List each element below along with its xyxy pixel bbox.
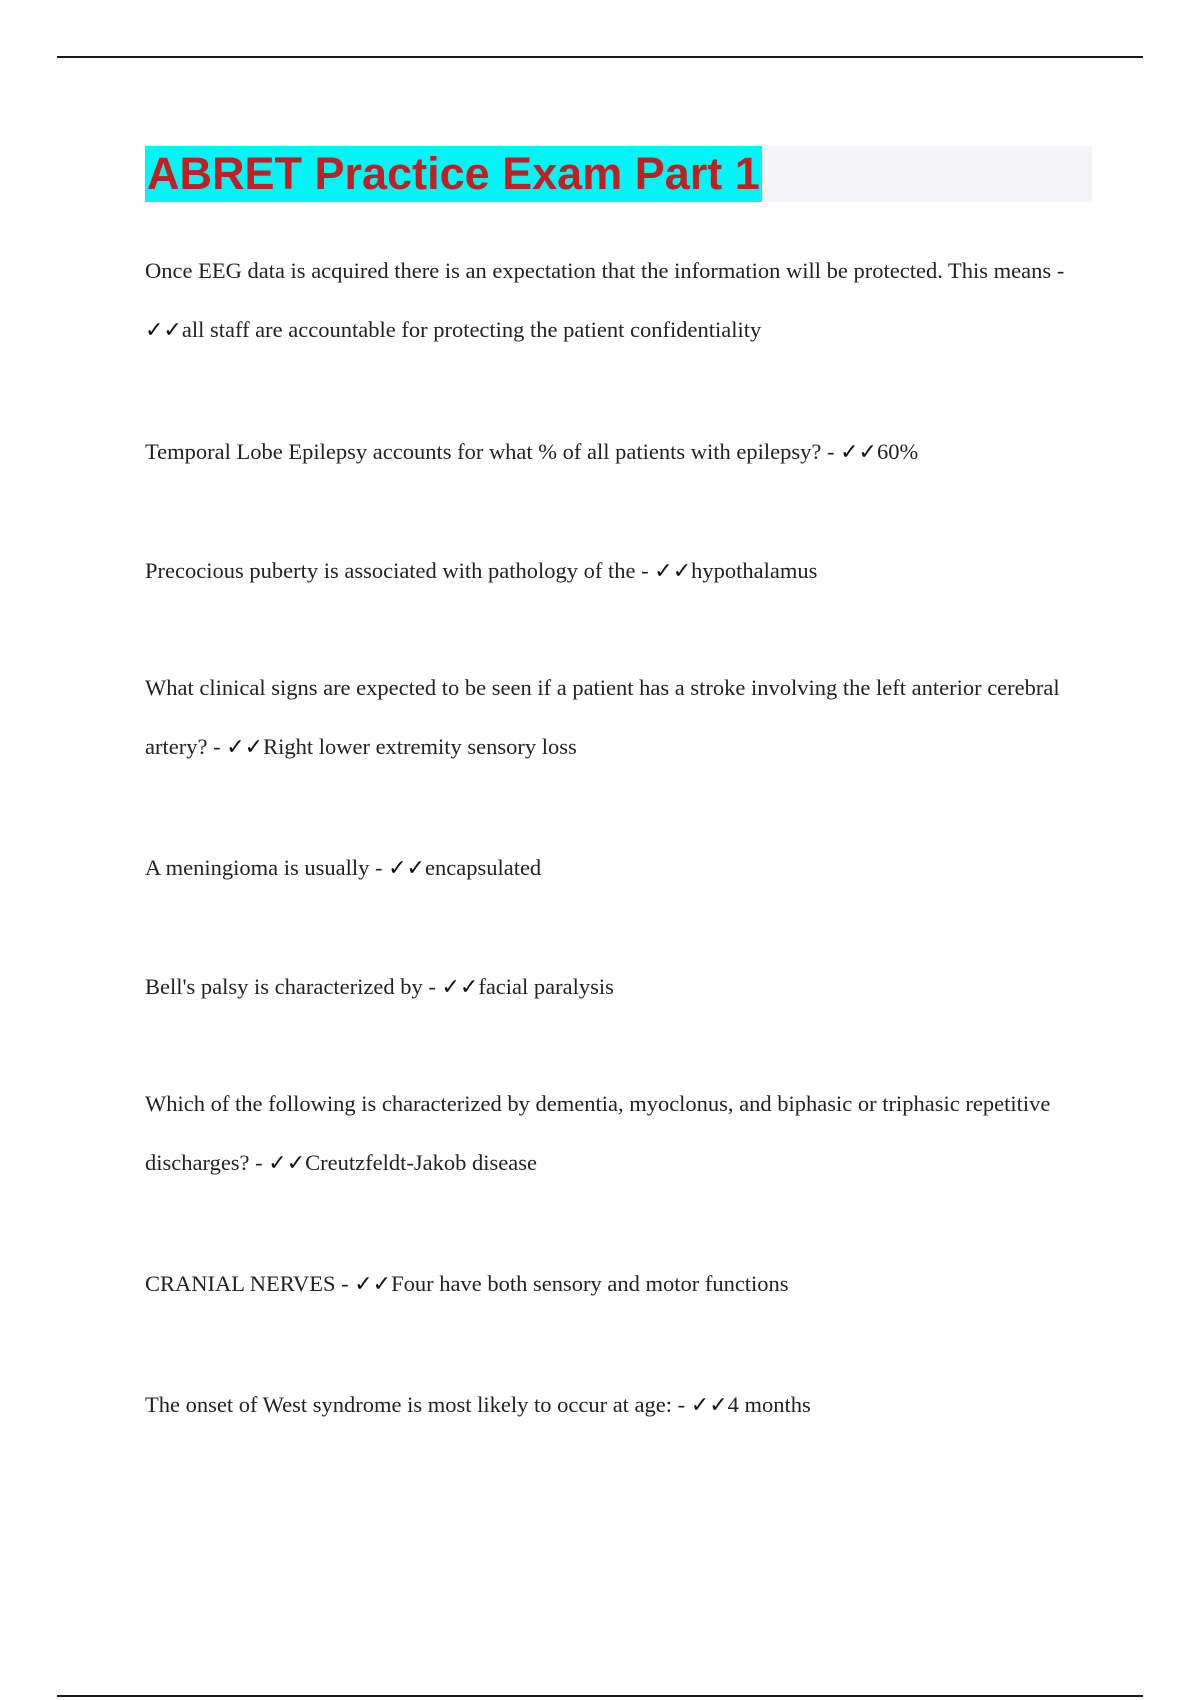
answer-text: encapsulated <box>424 855 542 880</box>
double-check-icon: ✓✓ <box>654 559 692 584</box>
answer-text: all staff are accountable for protecting the patient confidentiality <box>181 317 762 342</box>
answer-text: Right lower extremity sensory loss <box>263 734 577 759</box>
answer-text: 60% <box>876 439 919 464</box>
answer-text: facial paralysis <box>478 974 614 999</box>
question-text: A meningioma is usually - <box>145 855 389 880</box>
qa-item-7 <box>145 1074 1085 1193</box>
page-top-rule <box>57 56 1143 58</box>
question-text: The onset of West syndrome is most likely to occur at age: - <box>145 1392 691 1417</box>
qa-item-3 <box>145 541 1085 601</box>
answer-text: hypothalamus <box>691 558 818 583</box>
double-check-icon: ✓✓ <box>840 440 877 465</box>
question-text: Precocious puberty is associated with pathology of the - <box>145 558 655 583</box>
double-check-icon: ✓✓ <box>388 856 425 881</box>
question-text: CRANIAL NERVES - <box>145 1271 355 1296</box>
double-check-icon: ✓✓ <box>441 975 479 1000</box>
answer-text: 4 months <box>727 1392 811 1417</box>
qa-item-1 <box>145 241 1085 360</box>
double-check-icon: ✓✓ <box>690 1393 728 1418</box>
double-check-icon: ✓✓ <box>145 318 182 343</box>
qa-item-8 <box>145 1254 1085 1314</box>
qa-item-2 <box>145 422 1085 482</box>
page-bottom-rule <box>57 1695 1143 1697</box>
question-text: Once EEG data is acquired there is an expectation that the information will be protected. This means - <box>145 258 1065 283</box>
qa-item-6 <box>145 957 1085 1017</box>
double-check-icon: ✓✓ <box>268 1151 306 1176</box>
question-text: What clinical signs are expected to be seen if a patient has a stroke involving the left anterior cerebral artery? - <box>145 675 1060 759</box>
double-check-icon: ✓✓ <box>354 1272 392 1297</box>
answer-text: Four have both sensory and motor functions <box>391 1271 789 1296</box>
double-check-icon: ✓✓ <box>226 735 264 760</box>
answer-text: Creutzfeldt-Jakob disease <box>305 1150 537 1175</box>
question-text: Temporal Lobe Epilepsy accounts for what % of all patients with epilepsy? - <box>145 439 841 464</box>
qa-item-4 <box>145 658 1085 777</box>
qa-item-5 <box>145 838 1085 898</box>
question-text: Which of the following is characterized by dementia, myoclonus, and biphasic or triphasic repetitive discharges? - <box>145 1091 1051 1175</box>
question-text: Bell's palsy is characterized by - <box>145 974 442 999</box>
qa-item-9 <box>145 1375 1085 1435</box>
document-title: ABRET Practice Exam Part 1 <box>145 146 762 202</box>
